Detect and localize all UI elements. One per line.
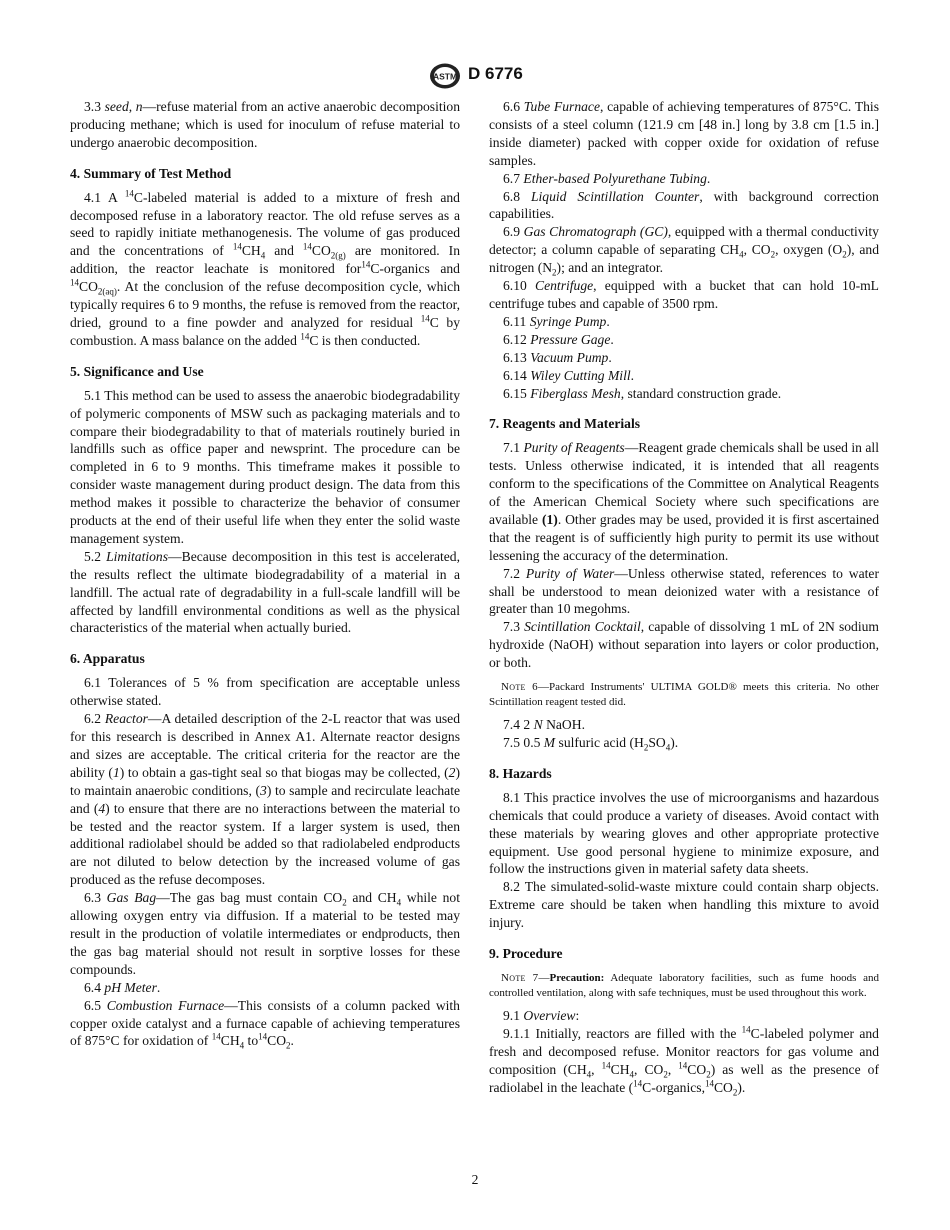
paragraph-5-2: 5.2 Limitations—Because decomposition in this test is accelerated, the results reflect the ultimate biodegradability of a material in a landfill. The actual rate of degradability in a full-scale landfill will be affected by landfill environmental conditions as well as the physical characteristics of the material when actually buried. (70, 548, 461, 636)
paragraph-6-4: 6.4 pH Meter. (84, 979, 161, 995)
note-7: Note 7—Precaution: Adequate laboratory facilities, such as fume hoods and controlled ventilation, along with safe techniques, must be used throughout this work. (489, 971, 880, 999)
paragraph-9-1-1: 9.1.1 Initially, reactors are filled with the $^{14}$C-labeled polymer and fresh and decomposed refuse. Monitor reactors for gas volume and composition ($CH_4$, $^{14}CH_4$, $CO_2$, $^{14}CO_2$) as well as the presence of radiolabel in the leachate $(^{14}C-organics,^{14}CO_2)$. (489, 1024, 879, 1098)
paragraph-6-6: 6.6 Tube Furnace, capable of achieving temperatures of 875°C. This consists of a steel column (121.9 cm [48 in.] long by 3.8 cm [1.5 in.] inside diameter) packed with copper oxide for oxidation of refuse samples. (489, 99, 879, 168)
paragraph-6-11: 6.11 Syringe Pump. (503, 313, 610, 329)
section-8-heading: 8. Hazards (489, 765, 552, 781)
paragraph-6-3: 6.3 Gas Bag—The gas bag must contain $CO_2$ and $CH_4$ while not allowing oxygen entry via diffusion. If a material to be tested may result in the production of volatile intermediates or endproducts, then the gas bag material should not result in sorptive losses for these compounds. (70, 890, 460, 977)
svg-text:ASTM: ASTM (432, 71, 458, 82)
paragraph-6-9: 6.9 Gas Chromatograph (GC), equipped with a thermal conductivity detector; a column capable of separating $CH_4$, $CO_2$, oxygen $(O_2)$, and nitrogen $(N_2)$; and an integrator. (489, 224, 879, 278)
paragraph-7-5: 7.5 0.5 M sulfuric acid $(H_2SO_4)$. (503, 735, 679, 753)
page-number: 2 (471, 1172, 479, 1187)
page-header (0, 62, 950, 90)
paragraph-6-15: 6.15 Fiberglass Mesh, standard construction grade. (503, 385, 782, 401)
paragraph-3-3: 3.3 seed, n—refuse material from an active anaerobic decomposition producing methane; which is used for inoculum of refuse material to undergo anaerobic decomposition. (70, 99, 460, 150)
paragraph-6-14: 6.14 Wiley Cutting Mill. (503, 367, 635, 383)
paragraph-6-10: 6.10 Centrifuge, equipped with a bucket that can hold 10-mL centrifuge tubes and capable of 3500 rpm. (489, 278, 879, 311)
section-5-heading: 5. Significance and Use (70, 363, 204, 379)
paragraph-5-1: 5.1 This method can be used to assess the anaerobic biodegradability of polymeric components of MSW such as packaging materials and to compare their biodegradability to that of materials routinely buried in landfills such as office paper and newsprint. The procedure can be completed in 6 to 9 months. This timeframe makes it possible to consider waste management during product design. The data from this method makes it possible to characterize the behavior of consumer products at the end of their useful life when they enter the solid waste management system. (70, 387, 460, 546)
paragraph-7-1: 7.1 Purity of Reagents—Reagent grade chemicals shall be used in all tests. Unless otherwise indicated, it is intended that all reagents conform to the specifications of the Committee on Analytical Reagents of the American Chemical Society where such specifications are available (1). Other grades may be used, provided it is first ascertained that the reagent is of sufficiently high purity to permit its use without lessening the accuracy of the determination. (489, 440, 879, 563)
standard-designation: D 6776 (468, 64, 523, 83)
section-7-heading: 7. Reagents and Materials (489, 416, 641, 432)
right-column (489, 98, 879, 1097)
paragraph-8-2: 8.2 The simulated-solid-waste mixture could contain sharp objects. Extreme care should be taken when handling this mixture to avoid injury. (489, 879, 879, 931)
left-column (70, 98, 460, 1050)
paragraph-6-7: 6.7 Ether-based Polyurethane Tubing. (503, 170, 711, 186)
paragraph-8-1: 8.1 This practice involves the use of microorganisms and hazardous chemicals that could produce a variety of diseases. Avoid contact with these materials by wearing gloves and other appropriate protective equipment. Use good personal hygiene to minimize exposure, and follow the instructions given in material safety data sheets. (489, 789, 879, 877)
paragraph-6-2: 6.2 Reactor—A detailed description of the 2-L reactor that was used for this research is described in Annex A1. Alternate reactor designs and sizes are acceptable. The critical criteria for the reactor are the ability (1) to obtain a gas-tight seal so that biogas may be collected, (2) to maintain anaerobic conditions, (3) to sample and recirculate leachate and (4) to ensure that there are no interactions between the material to be tested and the reactor system. If a larger system is used, then additional radiolabel should be added so that radiolabeled endproducts are not diluted to below detection by the increased volume of gas produced as the refuse decomposes. (70, 711, 461, 888)
paragraph-7-3: 7.3 Scintillation Cocktail, capable of dissolving 1 mL of 2N sodium hydroxide (NaOH) without separation into layers or color production, or both. (489, 619, 879, 671)
paragraph-6-8: 6.8 Liquid Scintillation Counter, with background correction capabilities. (489, 188, 879, 222)
paragraph-6-5: 6.5 Combustion Furnace—This consists of a column packed with copper oxide catalyst and a furnace capable of achieving temperatures of 875°C for oxidation of $^{14}CH_4$ $to^{14}CO_2$. (70, 997, 460, 1052)
paragraph-7-2: 7.2 Purity of Water—Unless otherwise stated, references to water shall be understood to mean deionized water with a resistance of greater than 10 megohms. (489, 565, 879, 617)
section-6-heading: 6. Apparatus (70, 651, 145, 667)
paragraph-7-4: 7.4 2 N NaOH. (503, 717, 585, 733)
paragraph-4-1: 4.1 A $^{14}$C-labeled material is added to a mixture of fresh and decomposed refuse in a laboratory reactor. The old refuse serves as a seed to rapidly initiate methanogenesis. The volume of gas produced and the concentrations of $^{14}CH_4$ and $^{14}CO_{2(g)}$ are monitored. In addition, the reactor leachate is monitored for$^{14}$C-organics and $^{14}CO_{2(aq)}$. At the conclusion of the refuse decomposition cycle, which typically requires 6 to 9 months, the refuse is removed from the reactor, dried, ground to a fine powder and analyzed for residual $^{14}$C by combustion. A mass balance on the added $^{14}$C is then conducted. (70, 188, 461, 348)
paragraph-6-1: 6.1 Tolerances of 5 % from specification are acceptable unless otherwise stated. (70, 675, 460, 709)
note-6: Note 6—Packard Instruments' ULTIMA GOLD® meets this criteria. No other Scintillation reagent tested did. (489, 681, 880, 709)
section-4-heading: 4. Summary of Test Method (70, 165, 232, 181)
paragraph-6-12: 6.12 Pressure Gage. (503, 331, 614, 347)
paragraph-6-13: 6.13 Vacuum Pump. (503, 349, 612, 365)
paragraph-9-1: 9.1 Overview: (503, 1007, 580, 1023)
section-9-heading: 9. Procedure (489, 946, 563, 962)
astm-logo-icon (428, 62, 462, 90)
